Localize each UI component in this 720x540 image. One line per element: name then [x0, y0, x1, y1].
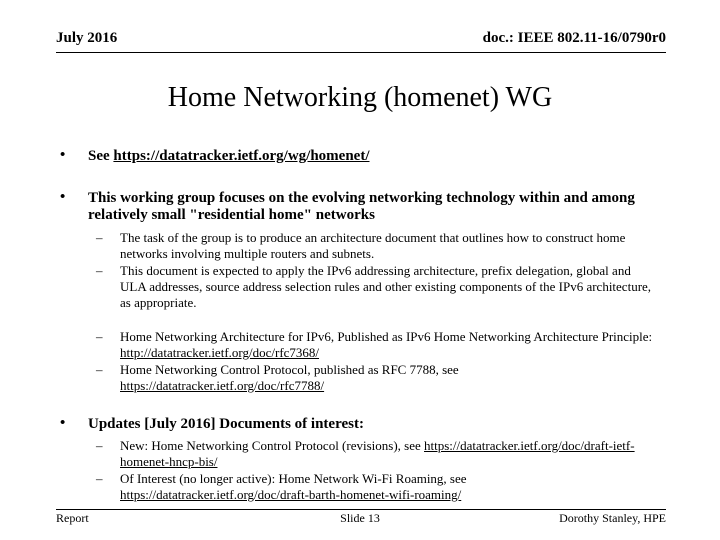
dash-marker: –: [96, 263, 103, 278]
sub-item-wifi-roaming: [96, 471, 656, 503]
sub-item-text: Of Interest (no longer active): Home Network Wi-Fi Roaming, see: [120, 471, 467, 486]
header-doc-id: doc.: IEEE 802.11-16/0790r0: [482, 30, 666, 46]
sub-item-hncp: [96, 362, 656, 394]
header-rule: [56, 52, 666, 53]
bullet-marker: •: [60, 147, 66, 163]
bullet-prefix: See: [88, 148, 114, 164]
hncp-bis-link[interactable]: https://datatracker.ietf.org/doc/draft-ietf-homenet-hncp-bis/: [120, 438, 635, 469]
sub-item-text: Home Networking Architecture for IPv6, Published as IPv6 Home Networking Architecture Principle:: [120, 329, 653, 344]
slide-title: Home Networking (homenet) WG: [167, 82, 553, 113]
sub-item-ipv6: [96, 263, 656, 310]
dash-marker: –: [96, 329, 103, 344]
footer-rule: [56, 509, 666, 510]
bullet-marker: •: [60, 415, 66, 431]
homenet-wg-link[interactable]: https://datatracker.ietf.org/wg/homenet/: [113, 148, 370, 164]
rfc7788-link[interactable]: https://datatracker.ietf.org/doc/rfc7788/: [120, 377, 325, 393]
sub-item-text: Home Networking Control Protocol, published as RFC 7788, see: [120, 362, 459, 377]
bullet-see-link: [88, 148, 648, 165]
footer-author: Dorothy Stanley, HPE: [559, 511, 666, 525]
bullet-marker: •: [60, 189, 66, 205]
bullet-updates: Updates [July 2016] Documents of interest:: [88, 416, 364, 432]
footer-left: Report: [56, 511, 89, 525]
sub-item-text: The task of the group is to produce an architecture document that outlines how to construct home networks involving multiple routers and subnets.: [120, 230, 626, 261]
dash-marker: –: [96, 438, 103, 453]
header-date: July 2016: [56, 30, 118, 46]
dash-marker: –: [96, 471, 103, 486]
bullet-working-group: This working group focuses on the evolving networking technology within and among relatively small "residential home" networks: [88, 190, 635, 223]
sub-item-architecture: [96, 329, 656, 361]
sub-item-task: [96, 230, 656, 262]
wifi-roaming-link[interactable]: https://datatracker.ietf.org/doc/draft-barth-homenet-wifi-roaming/: [120, 486, 462, 502]
rfc7368-link[interactable]: http://datatracker.ietf.org/doc/rfc7368/: [120, 344, 320, 360]
sub-item-text: New: Home Networking Control Protocol (revisions), see: [120, 438, 425, 453]
footer-slide-number: Slide 13: [340, 511, 380, 525]
dash-marker: –: [96, 230, 103, 245]
sub-item-hncp-bis: [96, 438, 656, 470]
dash-marker: –: [96, 362, 103, 377]
sub-item-text: This document is expected to apply the IPv6 addressing architecture, prefix delegation, global and ULA addresses, source address selection rules and other existing components of the IPv6 architecture, as appropriate.: [120, 263, 652, 310]
